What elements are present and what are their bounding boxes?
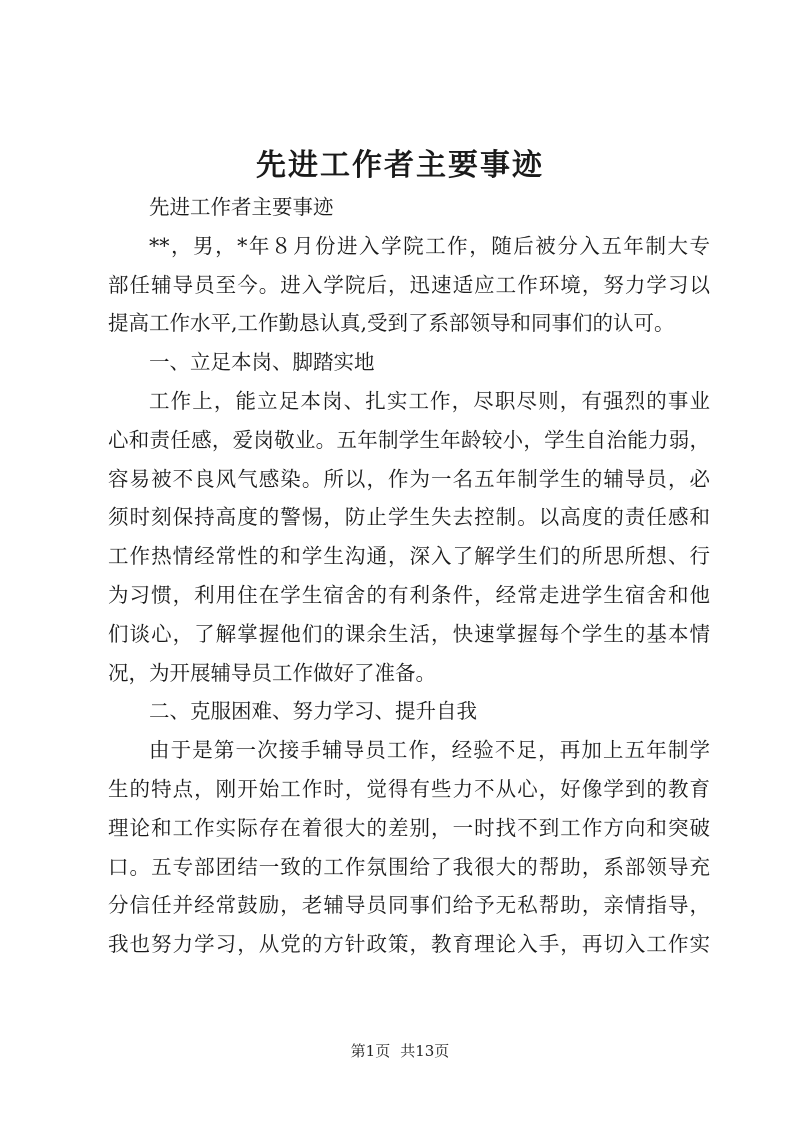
text-line: 提高工作水平,工作勤恳认真,受到了系部领导和同事们的认可。 <box>108 311 675 336</box>
text-line: 们谈心，了解掌握他们的课余生活，快速掌握每个学生的基本情 <box>108 621 710 646</box>
text-line: 为习惯，利用住在学生宿舍的有利条件，经常走进学生宿舍和他 <box>108 582 710 607</box>
text-line: 一、立足本岗、脚踏实地 <box>149 350 375 375</box>
page-footer <box>0 1040 800 1061</box>
text-line: 生的特点，刚开始工作时，觉得有些力不从心，好像学到的教育 <box>108 776 710 801</box>
text-line: 况，为开展辅导员工作做好了准备。 <box>108 660 436 685</box>
text-line: 工作热情经常性的和学生沟通，深入了解学生们的所思所想、行 <box>108 544 710 569</box>
text-line: 我也努力学习，从党的方针政策，教育理论入手，再切入工作实 <box>108 932 710 957</box>
text-line: 理论和工作实际存在着很大的差别，一时找不到工作方向和突破 <box>108 815 710 840</box>
text-line: **，男，*年８月份进入学院工作，随后被分入五年制大专 <box>149 233 710 258</box>
text-line: 心和责任感，爱岗敬业。五年制学生年龄较小，学生自治能力弱， <box>108 427 710 452</box>
text-line: 由于是第一次接手辅导员工作，经验不足，再加上五年制学 <box>149 738 710 763</box>
text-line: 须时刻保持高度的警惕，防止学生失去控制。以高度的责任感和 <box>108 505 710 530</box>
text-line: 部任辅导员至今。进入学院后，迅速适应工作环境，努力学习以 <box>108 272 710 297</box>
document-title: 先进工作者主要事迹 <box>256 148 544 183</box>
text-line: 分信任并经常鼓励，老辅导员同事们给予无私帮助，亲情指导， <box>108 893 710 918</box>
text-line: 先进工作者主要事迹 <box>149 195 334 219</box>
text-line: 容易被不良风气感染。所以，作为一名五年制学生的辅导员，必 <box>108 466 710 491</box>
page-number: 第1页 <box>350 1042 391 1060</box>
text-line: 工作上，能立足本岗、扎实工作，尽职尽则，有强烈的事业 <box>149 388 710 413</box>
text-line: 口。五专部团结一致的工作氛围给了我很大的帮助，系部领导充 <box>108 854 710 879</box>
document-body <box>108 188 710 964</box>
text-line: 二、克服困难、努力学习、提升自我 <box>149 699 477 724</box>
page-total: 共13页 <box>400 1042 450 1060</box>
